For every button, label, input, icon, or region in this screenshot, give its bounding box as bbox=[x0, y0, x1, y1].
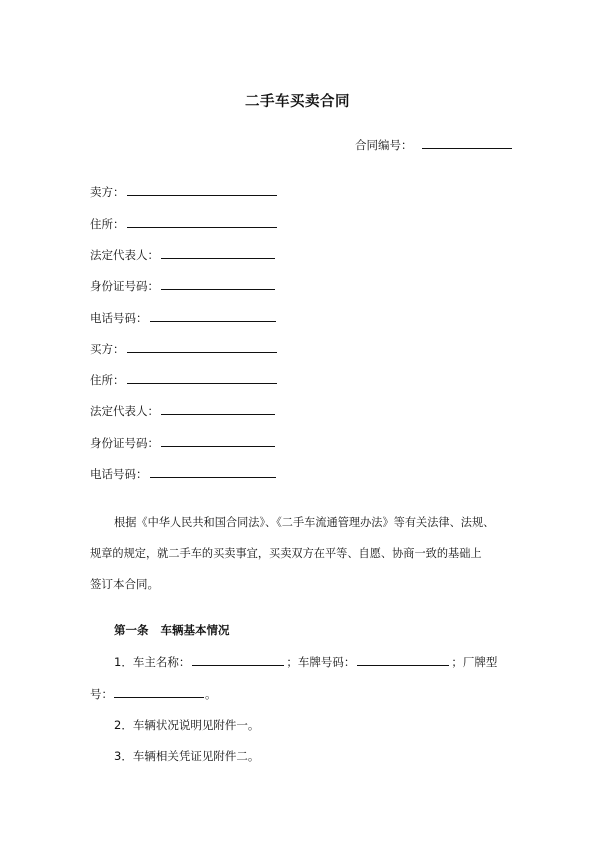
article-1-item-2: 2．车辆状况说明见附件一。 bbox=[114, 718, 260, 732]
article-1-item-1 bbox=[114, 654, 497, 670]
seller-phone-field bbox=[90, 310, 276, 326]
article-1-heading bbox=[114, 622, 230, 638]
brand-model-label: ；厂牌型 bbox=[451, 655, 498, 669]
plate-number-label: ；车牌号码： bbox=[286, 655, 356, 669]
seller-legal-rep-field bbox=[90, 247, 275, 263]
buyer-label: 买方： bbox=[90, 342, 125, 356]
document-title: 二手车买卖合同 bbox=[245, 94, 350, 110]
seller-blank[interactable] bbox=[127, 184, 277, 196]
buyer-phone-field bbox=[90, 466, 276, 482]
buyer-legal-rep-blank[interactable] bbox=[161, 403, 275, 415]
seller-id-field bbox=[90, 278, 275, 294]
preamble-line: 签订本合同。 bbox=[90, 577, 159, 591]
article-1-item-1-continued bbox=[90, 686, 217, 702]
seller-address-label: 住所： bbox=[90, 217, 125, 231]
brand-model-blank[interactable] bbox=[114, 686, 204, 698]
contract-number-field bbox=[355, 137, 512, 153]
buyer-address-label: 住所： bbox=[90, 373, 125, 387]
seller-label: 卖方： bbox=[90, 185, 125, 199]
buyer-id-blank[interactable] bbox=[161, 435, 275, 447]
buyer-phone-label: 电话号码： bbox=[90, 467, 148, 481]
seller-phone-label: 电话号码： bbox=[90, 311, 148, 325]
article-1-item-3: 3．车辆相关凭证见附件二。 bbox=[114, 749, 260, 763]
buyer-phone-blank[interactable] bbox=[150, 466, 276, 478]
seller-legal-rep-blank[interactable] bbox=[161, 247, 275, 259]
buyer-address-field bbox=[90, 372, 277, 388]
article-1-title: 车辆基本情况 bbox=[160, 623, 230, 637]
buyer-id-label: 身份证号码： bbox=[90, 436, 159, 450]
preamble-line: 规章的规定，就二手车的买卖事宜，买卖双方在平等、自愿、协商一致的基础上 bbox=[90, 547, 482, 560]
buyer-id-field bbox=[90, 435, 275, 451]
buyer-blank[interactable] bbox=[127, 341, 277, 353]
owner-name-label: 1．车主名称： bbox=[114, 655, 191, 669]
seller-id-blank[interactable] bbox=[161, 278, 275, 290]
plate-number-blank[interactable] bbox=[357, 654, 449, 666]
preamble-line: 根据《中华人民共和国合同法》、《二手车流通管理办法》等有关法律、法规、 bbox=[114, 516, 495, 529]
seller-id-label: 身份证号码： bbox=[90, 279, 159, 293]
buyer-field bbox=[90, 341, 277, 357]
seller-address-field bbox=[90, 216, 277, 232]
buyer-legal-rep-label: 法定代表人： bbox=[90, 404, 159, 418]
model-label: 号： bbox=[90, 687, 113, 701]
seller-field bbox=[90, 184, 277, 200]
contract-number-blank[interactable] bbox=[422, 137, 512, 149]
seller-address-blank[interactable] bbox=[127, 216, 277, 228]
seller-legal-rep-label: 法定代表人： bbox=[90, 248, 159, 262]
contract-number-label: 合同编号： bbox=[355, 138, 413, 152]
seller-phone-blank[interactable] bbox=[150, 310, 276, 322]
buyer-legal-rep-field bbox=[90, 403, 275, 419]
item-1-end-mark: 。 bbox=[205, 687, 217, 701]
buyer-address-blank[interactable] bbox=[127, 372, 277, 384]
article-1-number: 第一条 bbox=[114, 623, 149, 637]
owner-name-blank[interactable] bbox=[192, 654, 284, 666]
